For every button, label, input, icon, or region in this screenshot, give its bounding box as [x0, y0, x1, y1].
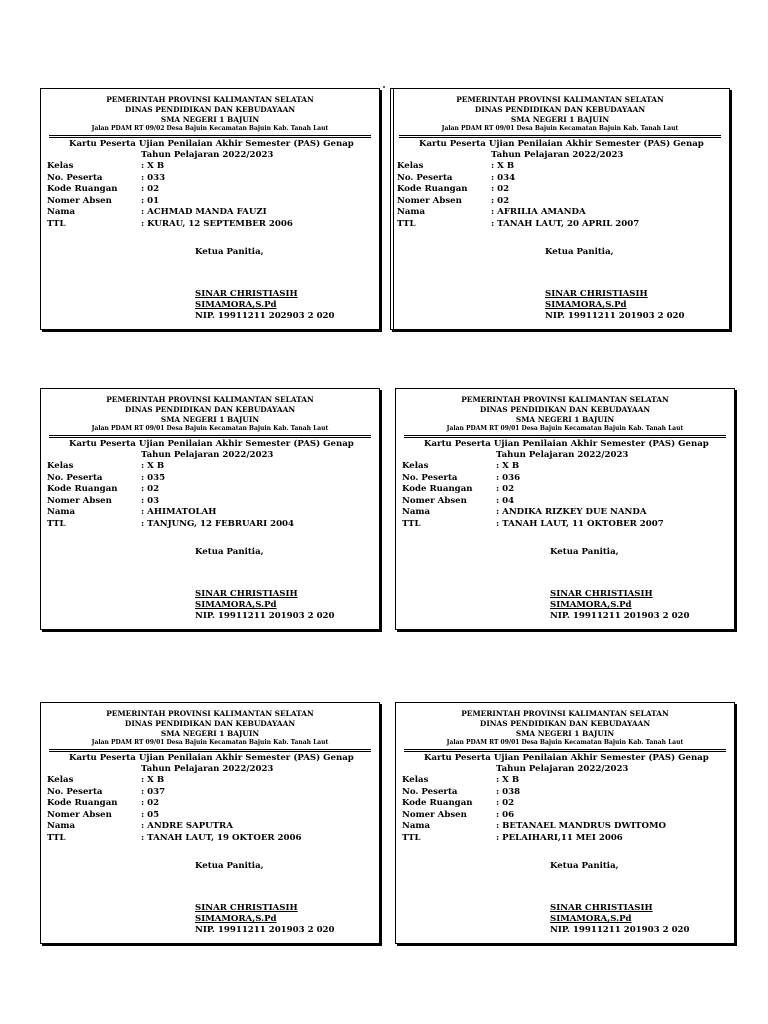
card-title: Kartu Peserta Ujian Penilaian Akhir Semester (PAS) Genap: [69, 439, 354, 449]
double-rule: [49, 435, 371, 438]
value-no-peserta: : 037: [141, 786, 166, 797]
card-subtitle: Tahun Pelajaran 2022/2023: [491, 150, 624, 160]
field-no-peserta: [41, 473, 379, 485]
label-kelas: Kelas: [397, 161, 424, 171]
header-line3: SMA NEGERI 1 BAJUIN: [160, 729, 260, 738]
header-line3: SMA NEGERI 1 BAJUIN: [160, 415, 260, 424]
label-kode-ruangan: Kode Ruangan: [47, 798, 118, 808]
double-rule: [49, 749, 371, 752]
label-ttl: TTL: [402, 832, 421, 843]
card-title: Kartu Peserta Ujian Penilaian Akhir Semester (PAS) Genap: [419, 139, 704, 149]
label-no-peserta: No. Peserta: [47, 786, 103, 797]
value-nomer-absen: : 01: [141, 195, 160, 206]
label-nama: Nama: [402, 821, 431, 831]
label-nama: Nama: [402, 507, 431, 517]
field-nomer-absen: [41, 496, 379, 508]
field-nama: [396, 507, 734, 519]
value-ttl: : KURAU, 12 SEPTEMBER 2006: [141, 218, 293, 229]
label-nomer-absen: Nomer Absen: [47, 495, 112, 506]
label-ttl: TTL: [47, 218, 66, 229]
field-no-peserta: [41, 787, 379, 799]
label-kelas: Kelas: [47, 461, 74, 471]
field-nomer-absen: [41, 196, 379, 208]
label-kelas: Kelas: [402, 775, 429, 785]
label-no-peserta: No. Peserta: [397, 172, 453, 183]
signature-title: Ketua Panitia,: [550, 861, 619, 871]
header-line2: DINAS PENDIDIKAN DAN KEBUDAYAAN: [124, 719, 296, 728]
header-line2: DINAS PENDIDIKAN DAN KEBUDAYAAN: [474, 105, 646, 114]
exam-card-4: [395, 388, 735, 630]
field-kelas: [396, 461, 734, 473]
field-no-peserta: [391, 173, 729, 185]
field-nama: [41, 507, 379, 519]
value-nomer-absen: : 02: [491, 195, 510, 206]
label-nomer-absen: Nomer Absen: [402, 809, 467, 820]
card-header: [396, 389, 734, 433]
signature-title: Ketua Panitia,: [195, 861, 264, 871]
field-nama: [396, 821, 734, 833]
field-nomer-absen: [396, 810, 734, 822]
value-no-peserta: : 035: [141, 472, 166, 483]
header-line1: PEMERINTAH PROVINSI KALIMANTAN SELATAN: [106, 395, 314, 404]
signature-block: [396, 861, 734, 936]
signature-nip: NIP. 19911211 202903 2 020: [195, 311, 335, 321]
exam-card-3: [40, 388, 380, 630]
label-no-peserta: No. Peserta: [47, 172, 103, 183]
label-ttl: TTL: [402, 518, 421, 529]
card-title: Kartu Peserta Ujian Penilaian Akhir Semester (PAS) Genap: [424, 753, 709, 763]
header-line1: PEMERINTAH PROVINSI KALIMANTAN SELATAN: [106, 709, 314, 718]
exam-card-2: [390, 88, 730, 330]
signature-title: Ketua Panitia,: [195, 547, 264, 557]
header-line1: PEMERINTAH PROVINSI KALIMANTAN SELATAN: [106, 95, 314, 104]
value-kelas: : X B: [141, 775, 165, 785]
card-header: [391, 89, 729, 133]
label-nama: Nama: [397, 207, 426, 217]
header-address: Jalan PDAM RT 09/01 Desa Bajuin Kecamatan Bajuin Kab. Tanah Laut: [91, 425, 329, 432]
label-no-peserta: No. Peserta: [402, 472, 458, 483]
field-kode-ruangan: [41, 484, 379, 496]
value-nama: : AHIMATOLAH: [141, 507, 217, 517]
field-kode-ruangan: [41, 798, 379, 810]
stray-mark: [383, 86, 385, 88]
label-no-peserta: No. Peserta: [402, 786, 458, 797]
signature-name: SINAR CHRISTIASIH SIMAMORA,S.Pd: [550, 903, 653, 924]
value-nomer-absen: : 04: [496, 495, 515, 506]
card-header: [41, 703, 379, 747]
value-ttl: : TANAH LAUT, 19 OKTOER 2006: [141, 832, 302, 843]
signature-title: Ketua Panitia,: [545, 247, 614, 257]
label-ttl: TTL: [47, 832, 66, 843]
signature-title: Ketua Panitia,: [195, 247, 264, 257]
value-kode-ruangan: : 02: [496, 798, 515, 808]
field-ttl: [396, 519, 734, 531]
value-kelas: : X B: [141, 161, 165, 171]
label-kode-ruangan: Kode Ruangan: [402, 484, 473, 494]
value-nama: : ANDIKA RIZKEY DUE NANDA: [496, 507, 647, 517]
value-nama: : ACHMAD MANDA FAUZI: [141, 207, 267, 217]
double-rule: [399, 135, 721, 138]
double-rule: [49, 135, 371, 138]
value-kode-ruangan: : 02: [141, 484, 160, 494]
field-nama: [41, 821, 379, 833]
value-no-peserta: : 038: [496, 786, 521, 797]
double-rule: [404, 749, 726, 752]
header-line2: DINAS PENDIDIKAN DAN KEBUDAYAAN: [479, 719, 651, 728]
field-kelas: [396, 775, 734, 787]
field-nomer-absen: [41, 810, 379, 822]
field-no-peserta: [396, 787, 734, 799]
label-ttl: TTL: [47, 518, 66, 529]
field-kode-ruangan: [396, 798, 734, 810]
label-kode-ruangan: Kode Ruangan: [397, 184, 468, 194]
field-kode-ruangan: [41, 184, 379, 196]
header-address: Jalan PDAM RT 09/01 Desa Bajuin Kecamatan Bajuin Kab. Tanah Laut: [446, 739, 684, 746]
signature-nip: NIP. 19911211 201903 2 020: [195, 925, 335, 935]
card-title: Kartu Peserta Ujian Penilaian Akhir Semester (PAS) Genap: [69, 753, 354, 763]
card-header: [41, 89, 379, 133]
value-ttl: : TANJUNG, 12 FEBRUARI 2004: [141, 518, 295, 529]
label-kode-ruangan: Kode Ruangan: [402, 798, 473, 808]
label-kelas: Kelas: [47, 775, 74, 785]
value-kode-ruangan: : 02: [496, 484, 515, 494]
field-nama: [41, 207, 379, 219]
value-kelas: : X B: [141, 461, 165, 471]
value-kode-ruangan: : 02: [491, 184, 510, 194]
signature-nip: NIP. 19911211 201903 2 020: [195, 611, 335, 621]
label-nomer-absen: Nomer Absen: [402, 495, 467, 506]
label-ttl: TTL: [397, 218, 416, 229]
field-ttl: [41, 833, 379, 845]
header-address: Jalan PDAM RT 09/02 Desa Bajuin Kecamatan Bajuin Kab. Tanah Laut: [91, 125, 329, 132]
exam-card-5: [40, 702, 380, 944]
header-line2: DINAS PENDIDIKAN DAN KEBUDAYAAN: [479, 405, 651, 414]
card-subtitle: Tahun Pelajaran 2022/2023: [141, 450, 274, 460]
label-kelas: Kelas: [402, 461, 429, 471]
label-kode-ruangan: Kode Ruangan: [47, 184, 118, 194]
header-line3: SMA NEGERI 1 BAJUIN: [160, 115, 260, 124]
header-address: Jalan PDAM RT 09/01 Desa Bajuin Kecamatan Bajuin Kab. Tanah Laut: [91, 739, 329, 746]
field-kelas: [41, 461, 379, 473]
card-header: [41, 389, 379, 433]
header-line1: PEMERINTAH PROVINSI KALIMANTAN SELATAN: [456, 95, 664, 104]
card-subtitle: Tahun Pelajaran 2022/2023: [496, 450, 629, 460]
signature-block: [396, 547, 734, 622]
label-nama: Nama: [47, 507, 76, 517]
header-line3: SMA NEGERI 1 BAJUIN: [515, 415, 615, 424]
field-nomer-absen: [396, 496, 734, 508]
card-subtitle: Tahun Pelajaran 2022/2023: [141, 150, 274, 160]
value-kelas: : X B: [491, 161, 515, 171]
signature-block: [41, 247, 379, 322]
field-nama: [391, 207, 729, 219]
field-kelas: [41, 775, 379, 787]
signature-nip: NIP. 19911211 201903 2 020: [545, 311, 685, 321]
card-title: Kartu Peserta Ujian Penilaian Akhir Semester (PAS) Genap: [424, 439, 709, 449]
field-no-peserta: [41, 173, 379, 185]
field-kelas: [41, 161, 379, 173]
header-line3: SMA NEGERI 1 BAJUIN: [515, 729, 615, 738]
value-ttl: : PELAIHARI,11 MEI 2006: [496, 832, 623, 843]
header-line2: DINAS PENDIDIKAN DAN KEBUDAYAAN: [124, 405, 296, 414]
value-ttl: : TANAH LAUT, 11 OKTOBER 2007: [496, 518, 664, 529]
value-kode-ruangan: : 02: [141, 184, 160, 194]
card-subtitle: Tahun Pelajaran 2022/2023: [496, 764, 629, 774]
header-address: Jalan PDAM RT 09/01 Desa Bajuin Kecamatan Bajuin Kab. Tanah Laut: [446, 425, 684, 432]
label-no-peserta: No. Peserta: [47, 472, 103, 483]
value-nomer-absen: : 06: [496, 809, 515, 820]
card-title: Kartu Peserta Ujian Penilaian Akhir Semester (PAS) Genap: [69, 139, 354, 149]
label-kelas: Kelas: [47, 161, 74, 171]
header-line1: PEMERINTAH PROVINSI KALIMANTAN SELATAN: [461, 709, 669, 718]
value-nama: : ANDRE SAPUTRA: [141, 821, 233, 831]
signature-name: SINAR CHRISTIASIH SIMAMORA,S.Pd: [550, 589, 653, 610]
field-kode-ruangan: [391, 184, 729, 196]
signature-block: [391, 247, 729, 322]
double-rule: [404, 435, 726, 438]
signature-nip: NIP. 19911211 201903 2 020: [550, 611, 690, 621]
label-nomer-absen: Nomer Absen: [47, 809, 112, 820]
value-kelas: : X B: [496, 775, 520, 785]
field-nomer-absen: [391, 196, 729, 208]
label-kode-ruangan: Kode Ruangan: [47, 484, 118, 494]
field-ttl: [41, 519, 379, 531]
value-kode-ruangan: : 02: [141, 798, 160, 808]
label-nomer-absen: Nomer Absen: [47, 195, 112, 206]
label-nama: Nama: [47, 207, 76, 217]
field-kode-ruangan: [396, 484, 734, 496]
card-header: [396, 703, 734, 747]
signature-block: [41, 547, 379, 622]
signature-nip: NIP. 19911211 201903 2 020: [550, 925, 690, 935]
field-no-peserta: [396, 473, 734, 485]
value-no-peserta: : 033: [141, 172, 166, 183]
label-nama: Nama: [47, 821, 76, 831]
signature-block: [41, 861, 379, 936]
header-line1: PEMERINTAH PROVINSI KALIMANTAN SELATAN: [461, 395, 669, 404]
header-line3: SMA NEGERI 1 BAJUIN: [510, 115, 610, 124]
signature-name: SINAR CHRISTIASIH SIMAMORA,S.Pd: [195, 589, 298, 610]
value-nomer-absen: : 03: [141, 495, 160, 506]
field-kelas: [391, 161, 729, 173]
value-kelas: : X B: [496, 461, 520, 471]
field-ttl: [41, 219, 379, 231]
value-nama: : BETANAEL MANDRUS DWITOMO: [496, 821, 667, 831]
signature-title: Ketua Panitia,: [550, 547, 619, 557]
signature-name: SINAR CHRISTIASIH SIMAMORA,S.Pd: [195, 289, 298, 310]
field-ttl: [391, 219, 729, 231]
value-no-peserta: : 034: [491, 172, 516, 183]
value-no-peserta: : 036: [496, 472, 521, 483]
card-subtitle: Tahun Pelajaran 2022/2023: [141, 764, 274, 774]
exam-card-1: [40, 88, 380, 330]
value-ttl: : TANAH LAUT, 20 APRIL 2007: [491, 218, 640, 229]
field-ttl: [396, 833, 734, 845]
value-nama: : AFRILIA AMANDA: [491, 207, 586, 217]
label-nomer-absen: Nomer Absen: [397, 195, 462, 206]
header-line2: DINAS PENDIDIKAN DAN KEBUDAYAAN: [124, 105, 296, 114]
value-nomer-absen: : 05: [141, 809, 160, 820]
exam-card-6: [395, 702, 735, 944]
header-address: Jalan PDAM RT 09/01 Desa Bajuin Kecamatan Bajuin Kab. Tanah Laut: [441, 125, 679, 132]
signature-name: SINAR CHRISTIASIH SIMAMORA,S.Pd: [195, 903, 298, 924]
signature-name: SINAR CHRISTIASIH SIMAMORA,S.Pd: [545, 289, 648, 310]
